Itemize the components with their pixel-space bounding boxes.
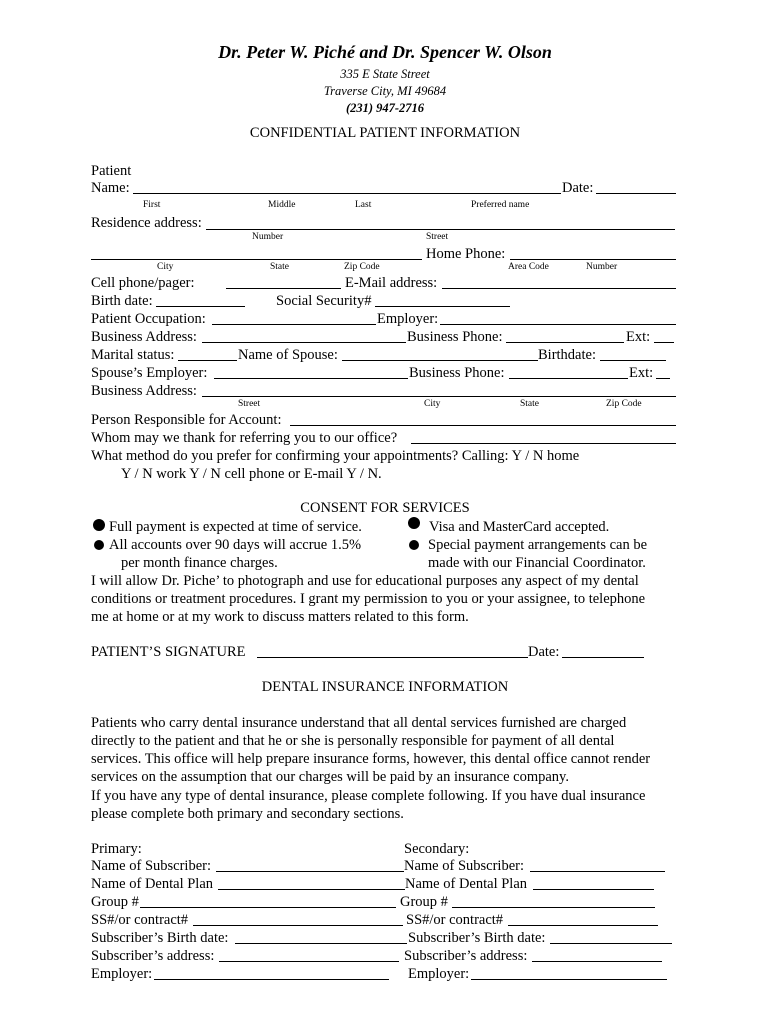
spouse-business-phone-label: Business Phone: <box>409 365 505 381</box>
occupation-field[interactable] <box>212 324 376 325</box>
email-label: E-Mail address: <box>345 275 438 291</box>
email-field[interactable] <box>442 288 676 289</box>
signature-date-field[interactable] <box>562 657 644 658</box>
date-field[interactable] <box>596 193 676 194</box>
residence-field[interactable] <box>206 229 675 230</box>
patient-label: Patient <box>91 163 132 179</box>
hint-phone-number: Number <box>586 262 618 272</box>
insurance-paragraph-line5: If you have any type of dental insurance, please complete following. If you have dual insurance <box>91 788 646 804</box>
spouse-ext-field[interactable] <box>656 378 670 379</box>
hint-number: Number <box>252 232 284 242</box>
ext-field[interactable] <box>654 342 674 343</box>
primary-ss-field[interactable] <box>193 925 403 926</box>
hint-first: First <box>143 200 161 210</box>
secondary-employer-label: Employer: <box>408 966 470 982</box>
spouse-ext-label: Ext: <box>629 365 654 381</box>
confirm-method-options: Y / N work Y / N cell phone or E-mail Y / N. <box>121 466 382 482</box>
primary-plan-label: Name of Dental Plan <box>91 876 214 892</box>
primary-group-field[interactable] <box>140 907 396 908</box>
hint-last: Last <box>355 200 372 210</box>
hint-biz-zip: Zip Code <box>606 399 642 409</box>
insurance-paragraph-line3: services. This office will help prepare insurance forms, however, this dental office cannot render <box>91 751 651 767</box>
practice-city: Traverse City, MI 49684 <box>323 84 447 98</box>
practice-title: Dr. Peter W. Piché and Dr. Spencer W. Olson <box>218 42 552 62</box>
spouse-business-address-label: Business Address: <box>91 383 197 399</box>
birth-label: Birth date: <box>91 293 153 309</box>
secondary-birth-field[interactable] <box>550 943 672 944</box>
primary-ss-label: SS#/or contract# <box>91 912 189 928</box>
spouse-business-phone-field[interactable] <box>509 378 628 379</box>
business-address-label: Business Address: <box>91 329 197 345</box>
home-phone-label: Home Phone: <box>426 246 506 262</box>
primary-address-field[interactable] <box>219 961 399 962</box>
home-phone-field[interactable] <box>510 259 676 260</box>
hint-middle: Middle <box>268 200 296 210</box>
cell-field[interactable] <box>226 288 341 289</box>
cell-label: Cell phone/pager: <box>91 275 195 291</box>
hint-biz-street: Street <box>238 399 261 409</box>
insurance-paragraph-line4: services on the assumption that our charges will be paid by an insurance company. <box>91 769 569 785</box>
responsible-label: Person Responsible for Account: <box>91 412 282 428</box>
secondary-plan-field[interactable] <box>533 889 654 890</box>
hint-biz-state: State <box>520 399 539 409</box>
secondary-ss-label: SS#/or contract# <box>406 912 504 928</box>
business-address-field[interactable] <box>202 342 406 343</box>
employer-field[interactable] <box>440 324 676 325</box>
spouse-name-label: Name of Spouse: <box>238 347 338 363</box>
referral-field[interactable] <box>411 443 676 444</box>
name-field[interactable] <box>133 193 561 194</box>
primary-subscriber-label: Name of Subscriber: <box>91 858 211 874</box>
consent-special-arrangements-line2: made with our Financial Coordinator. <box>428 555 646 571</box>
secondary-subscriber-label: Name of Subscriber: <box>404 858 524 874</box>
ssn-field[interactable] <box>375 306 510 307</box>
spouse-birthdate-field[interactable] <box>600 360 666 361</box>
primary-birth-field[interactable] <box>235 943 407 944</box>
primary-birth-label: Subscriber’s Birth date: <box>91 930 229 946</box>
insurance-paragraph-line1: Patients who carry dental insurance understand that all dental services furnished are charged <box>91 715 627 731</box>
business-phone-label: Business Phone: <box>407 329 503 345</box>
form-title: CONFIDENTIAL PATIENT INFORMATION <box>249 125 521 141</box>
consent-visa-mastercard: Visa and MasterCard accepted. <box>429 519 610 535</box>
consent-heading: CONSENT FOR SERVICES <box>300 500 470 516</box>
hint-city: City <box>157 262 174 272</box>
confirm-method-question: What method do you prefer for confirming your appointments? Calling: Y / N home <box>91 448 580 464</box>
bullet-icon <box>94 540 104 550</box>
occupation-label: Patient Occupation: <box>91 311 206 327</box>
secondary-subscriber-field[interactable] <box>530 871 665 872</box>
name-label: Name: <box>91 180 130 196</box>
primary-plan-field[interactable] <box>218 889 405 890</box>
consent-special-arrangements-line1: Special payment arrangements can be <box>428 537 648 553</box>
practice-street: 335 E State Street <box>340 67 430 81</box>
signature-field[interactable] <box>257 657 528 658</box>
spouse-employer-label: Spouse’s Employer: <box>91 365 208 381</box>
secondary-heading: Secondary: <box>404 841 470 857</box>
hint-preferred: Preferred name <box>471 200 530 210</box>
marital-label: Marital status: <box>91 347 175 363</box>
consent-paragraph-line2: conditions or treatment procedures. I grant my permission to you or your assignee, to telephone <box>91 591 646 607</box>
consent-paragraph-line3: me at home or at my work to discuss matters related to this form. <box>91 609 469 625</box>
residence-label: Residence address: <box>91 215 202 231</box>
hint-zip: Zip Code <box>344 262 380 272</box>
referral-label: Whom may we thank for referring you to our office? <box>91 430 398 446</box>
secondary-address-field[interactable] <box>532 961 662 962</box>
primary-heading: Primary: <box>91 841 142 857</box>
hint-street: Street <box>426 232 449 242</box>
secondary-group-field[interactable] <box>452 907 655 908</box>
insurance-paragraph-line2: directly to the patient and that he or she is personally responsible for payment of all dental <box>91 733 615 749</box>
birth-field[interactable] <box>156 306 245 307</box>
practice-phone: (231) 947-2716 <box>345 101 425 115</box>
date-label: Date: <box>562 180 594 196</box>
primary-subscriber-field[interactable] <box>216 871 404 872</box>
marital-field[interactable] <box>178 360 237 361</box>
business-phone-field[interactable] <box>506 342 624 343</box>
secondary-ss-field[interactable] <box>508 925 658 926</box>
bullet-icon <box>409 540 419 550</box>
consent-full-payment: Full payment is expected at time of service. <box>109 519 362 535</box>
consent-paragraph-line1: I will allow Dr. Piche’ to photograph and use for educational purposes any aspect of my dental <box>91 573 639 589</box>
insurance-heading: DENTAL INSURANCE INFORMATION <box>261 679 509 695</box>
secondary-employer-field[interactable] <box>471 979 667 980</box>
primary-employer-field[interactable] <box>154 979 389 980</box>
spouse-employer-field[interactable] <box>214 378 408 379</box>
hint-area-code: Area Code <box>508 262 549 272</box>
primary-employer-label: Employer: <box>91 966 153 982</box>
secondary-address-label: Subscriber’s address: <box>404 948 528 964</box>
signature-label: PATIENT’S SIGNATURE <box>91 644 246 660</box>
ssn-label: Social Security# <box>276 293 372 309</box>
insurance-paragraph-line6: please complete both primary and secondary sections. <box>91 806 404 822</box>
secondary-birth-label: Subscriber’s Birth date: <box>408 930 546 946</box>
consent-finance-line1: All accounts over 90 days will accrue 1.5% <box>109 537 362 553</box>
primary-address-label: Subscriber’s address: <box>91 948 215 964</box>
signature-date-label: Date: <box>528 644 560 660</box>
consent-finance-line2: per month finance charges. <box>121 555 278 571</box>
ext-label: Ext: <box>626 329 651 345</box>
employer-label: Employer: <box>377 311 439 327</box>
bullet-icon <box>408 517 420 529</box>
hint-biz-city: City <box>424 399 441 409</box>
hint-state: State <box>270 262 289 272</box>
secondary-plan-label: Name of Dental Plan <box>405 876 528 892</box>
primary-group-label: Group # <box>91 894 139 910</box>
secondary-group-label: Group # <box>400 894 448 910</box>
spouse-birthdate-label: Birthdate: <box>538 347 596 363</box>
responsible-field[interactable] <box>290 425 676 426</box>
bullet-icon <box>93 519 105 531</box>
spouse-business-address-field[interactable] <box>202 396 676 397</box>
spouse-name-field[interactable] <box>342 360 538 361</box>
city-state-zip-field[interactable] <box>91 259 422 260</box>
